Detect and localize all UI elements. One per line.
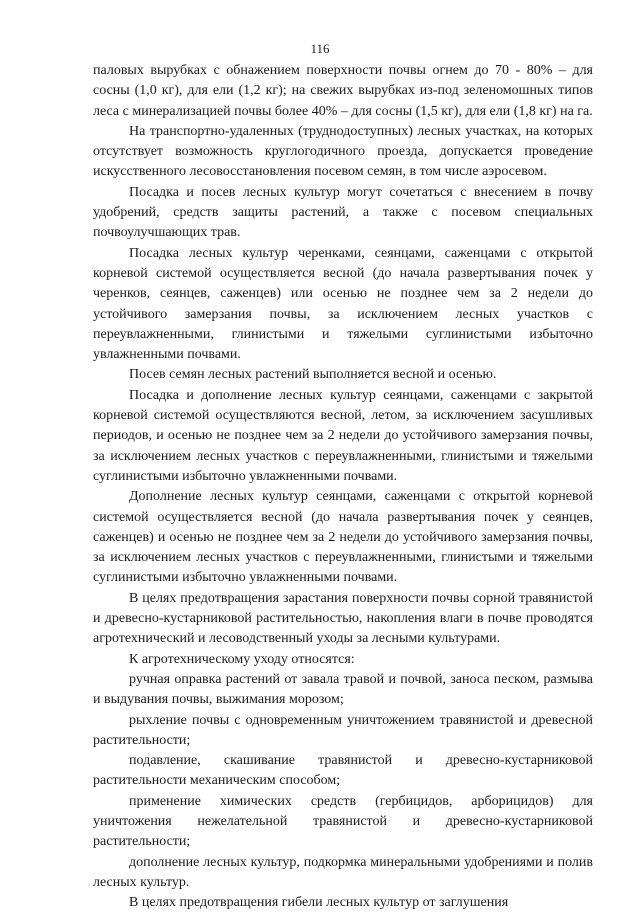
paragraph: В целях предотвращения зарастания поверхности почвы сорной травянистой и древесно-кустарниковой растительностью, накопления влаги в почве проводятся агротехнический и лесоводственный уходы за лесными культурами. — [93, 590, 593, 647]
list-paragraph: подавление, скашивание травянистой и древесно-кустарниковой растительности механическим способом; — [93, 753, 593, 789]
paragraph: В целях предотвращения гибели лесных культур от заглушения — [129, 895, 509, 911]
paragraph: Посадка и дополнение лесных культур сеянцами, саженцами с закрытой корневой системой осуществляются весной, летом, за исключением засушливых периодов, и осенью не позднее чем за 2 недели до устойчивого замерзания почвы, за исключением лесных участков с переувлажненными, глинистыми и тяжелыми суглинистыми избыточно увлажненными почвами. — [93, 387, 593, 484]
document-body — [93, 61, 593, 913]
list-paragraph: ручная оправка растений от завала травой и почвой, заноса песком, размыва и выдувания почвы, выжимания морозом; — [93, 671, 593, 708]
list-paragraph: рыхление почвы с одновременным уничтожением травянистой и древесной растительности; — [93, 712, 593, 748]
paragraph-continued: паловых вырубках с обнажением поверхности почвы огнем до 70 - 80% – для сосны (1,0 кг), для ели (1,2 кг); на свежих вырубках из-под зеленомошных типов леса с минерализацией почвы более 40% – для сосны (1,5 кг), для ели (1,8 кг) на га. — [93, 63, 593, 119]
page-number: 116 — [310, 41, 330, 56]
list-paragraph: применение химических средств (гербицидов, арборицидов) для уничтожения нежелательной травянистой и древесно-кустарниковой растительности; — [93, 793, 593, 850]
paragraph: Дополнение лесных культур сеянцами, саженцами с открытой корневой системой осуществляется весной (до начала развертывания почек у сеянцев, саженцев) и осенью не позднее чем за 2 недели до устойчивого замерзания почвы, за исключением лесных участков с переувлажненными, глинистыми и тяжелыми суглинистыми избыточно увлажненными почвами. — [93, 489, 593, 586]
paragraph: Посадка лесных культур черенками, сеянцами, саженцами с открытой корневой системой осуществляется весной (до начала развертывания почек у черенков, сеянцев, саженцев) или осенью не позднее чем за 2 недели до устойчивого замерзания почвы, за исключением лесных участков с переувлажненными, глинистыми и тяжелыми суглинистыми избыточно увлажненными почвами. — [93, 245, 593, 363]
paragraph: На транспортно-удаленных (труднодоступных) лесных участках, на которых отсутствует возможность круглогодичного проезда, допускается проведение искусственного лесовосстановления посевом семян, в том числе аэросевом. — [93, 123, 593, 180]
paragraph: Посев семян лесных растений выполняется весной и осенью. — [129, 367, 497, 383]
paragraph: Посадка и посев лесных культур могут сочетаться с внесением в почву удобрений, средств защиты растений, а также с посевом специальных почвоулучшающих трав. — [93, 184, 593, 241]
paragraph: К агротехническому уходу относятся: — [129, 651, 355, 667]
list-paragraph: дополнение лесных культур, подкормка минеральными удобрениями и полив лесных культур. — [93, 854, 593, 890]
